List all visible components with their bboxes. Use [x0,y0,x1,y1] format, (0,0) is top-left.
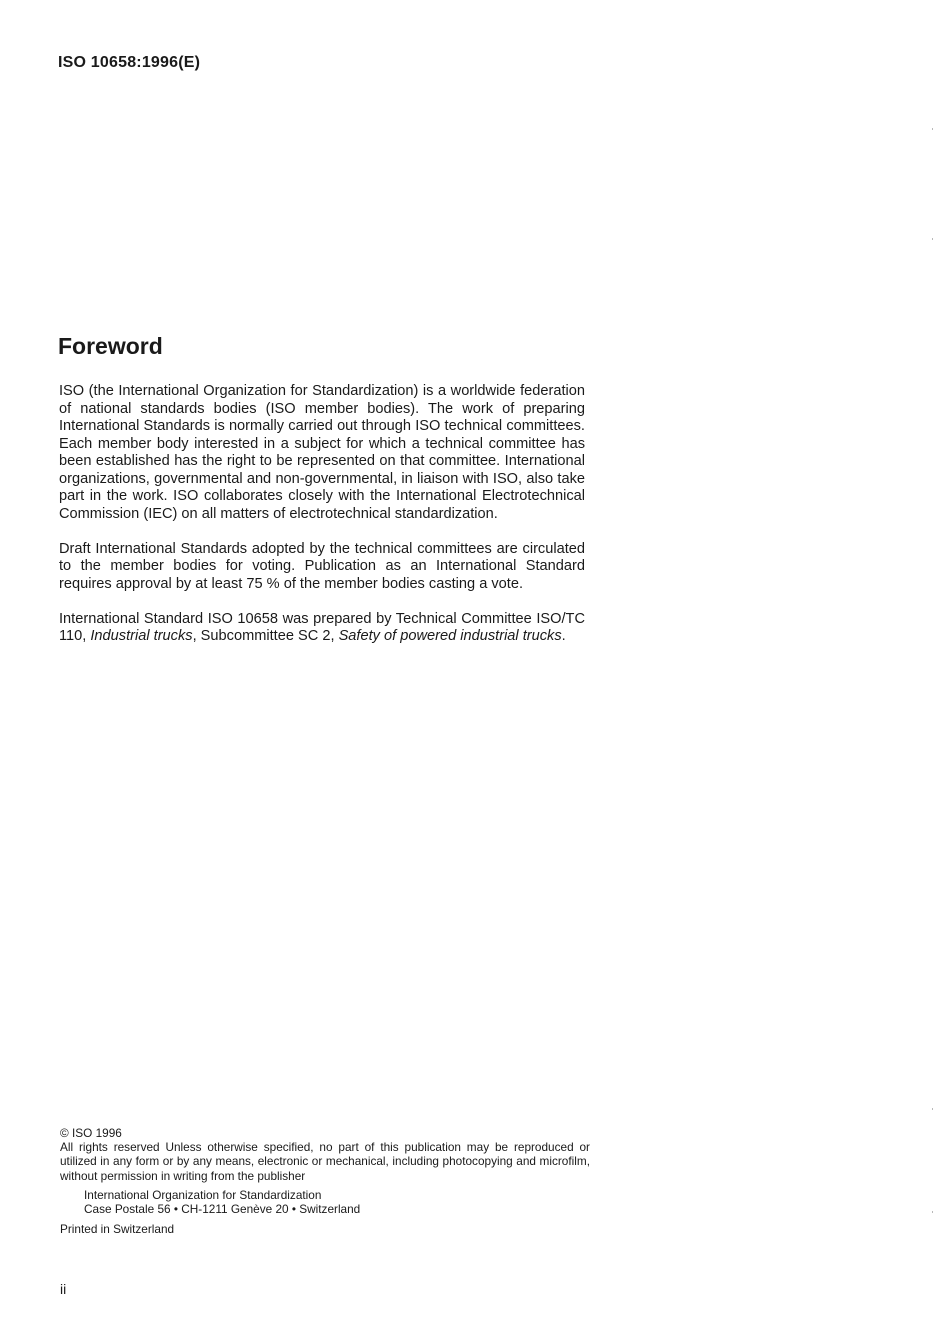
scan-speck [932,1108,933,1110]
publisher-postal: Case Postale 56 • CH-1211 Genève 20 • Switzerland [84,1202,361,1217]
foreword-body [59,383,585,663]
committee-title: Industrial trucks [90,628,193,644]
rights-notice: All rights reserved Unless otherwise specified, no part of this publication may be reproduced or utilized in any form or by any means, electronic or mechanical, including photocopying and microfilm, without permission in writing from the publisher [60,1140,590,1183]
publisher-address [84,1188,590,1216]
preparation-text-3: . [561,628,566,644]
copyright-line: © ISO 1996 [60,1126,122,1140]
page-title: Foreword [58,333,163,359]
scan-speck [932,238,933,240]
publisher-name: International Organization for Standardization [84,1187,322,1202]
page-number: ii [60,1281,67,1297]
copyright-block [60,1126,590,1236]
preparation-text-2: , Subcommittee SC 2, [192,628,339,644]
paragraph-iso-intro: ISO (the International Organization for Standardization) is a worldwide federation of national standards bodies (ISO member bodies). The work of preparing International Standards is normally carried out through ISO technical committees. Each member body interested in a subject for which a technical committee has been established has the right to be represented on that committee. International organizations, governmental and non-governmental, in liaison with ISO, also take part in the work. ISO collaborates closely with the International Electrotechnical Commission (IEC) on all matters of electrotechnical standardization. [59,383,585,522]
scan-speck [932,1211,933,1213]
preparation-text-1: International Standard ISO 10658 was prepared by Technical Committee ISO/TC 110, [59,610,585,644]
subcommittee-title: Safety of powered industrial trucks [338,628,562,644]
standard-identifier: ISO 10658:1996(E) [58,54,201,71]
scan-speck [932,128,933,130]
paragraph-draft-standards: Draft International Standards adopted by the technical committees are circulated to the member bodies for voting. Publication as an International Standard requires approval by at least 75 % of the member bodies casting a vote. [59,540,585,592]
paragraph-preparation [59,611,585,646]
printed-location: Printed in Switzerland [60,1222,175,1237]
